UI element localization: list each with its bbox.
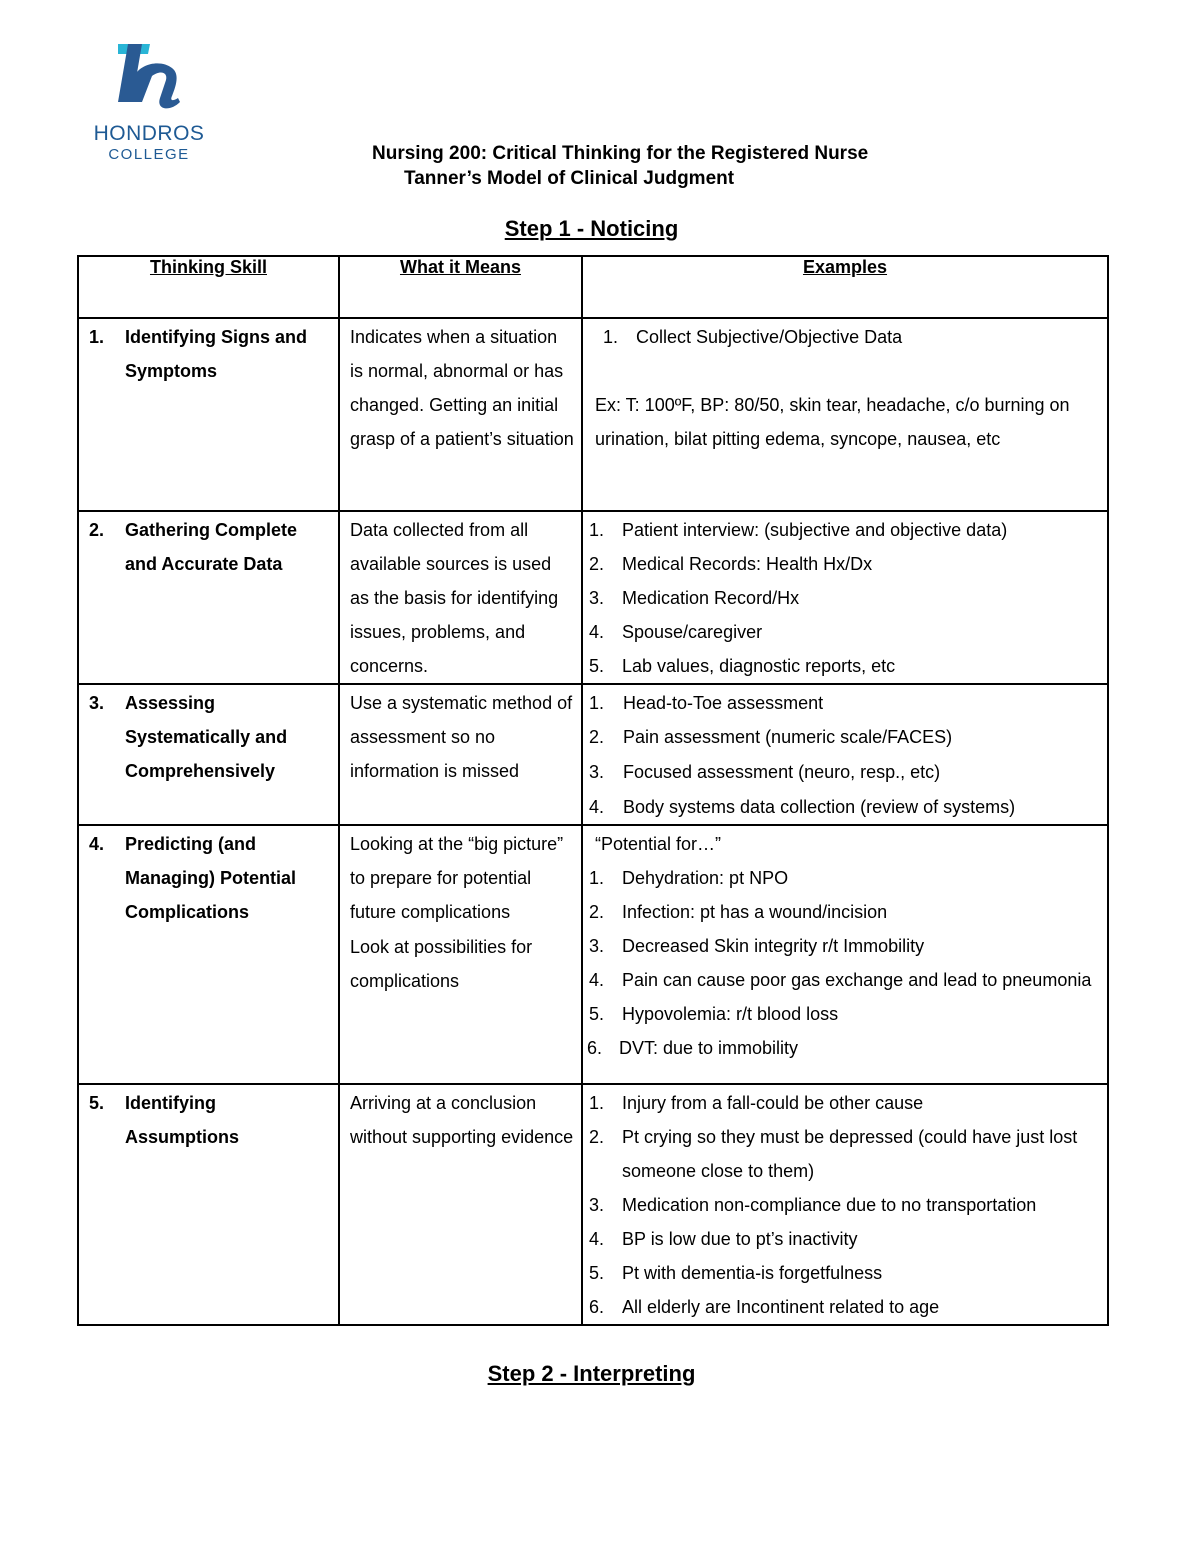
examples-cell [582,825,1108,1084]
list-item: 3. Focused assessment (neuro, resp., etc) [589,762,941,782]
example-note: Ex: T: 100ºF, BP: 80/50, skin tear, headache, c/o burning on urination, bilat pitting edema, syncope, nausea, etc [595,395,1070,449]
list-item: 1. Patient interview: (subjective and objective data) [589,520,1008,540]
col-header-skill: Thinking Skill [78,256,339,318]
logo-line-2: COLLEGE [108,146,190,163]
model-title: Tanner’s Model of Clinical Judgment [404,168,735,189]
list-item: 2. Infection: pt has a wound/incision [589,902,888,922]
list-item: 3. Medication non-compliance due to no transportation [589,1195,1037,1215]
list-item: 5. Hypovolemia: r/t blood loss [589,1004,839,1024]
list-item: 4. Body systems data collection (review of systems) [589,797,1016,817]
row-number: 4. [89,834,105,854]
skill-cell [78,511,339,684]
skill-cell [78,1084,339,1325]
course-title: Nursing 200: Critical Thinking for the Registered Nurse [372,143,869,164]
row-number: 3. [89,693,105,713]
skill-cell [78,318,339,511]
row-number: 5. [89,1093,105,1113]
means-cell [339,1084,582,1325]
table-header-row [78,256,1108,318]
means-text: Indicates when a situation is normal, abnormal or has changed. Getting an initial grasp of a patient’s situation [350,327,574,449]
list-item: 5. Pt with dementia-is forgetfulness [589,1263,883,1283]
example-intro: “Potential for…” [595,834,722,854]
examples-cell [582,684,1108,825]
list-item: 6. DVT: due to immobility [587,1038,799,1058]
means-text: Data collected from all available sources is used as the basis for identifying issues, problems, and concerns. [350,520,559,676]
list-item: 3. Medication Record/Hx [589,588,800,608]
table-row [78,825,1108,1084]
col-header-examples: Examples [582,256,1108,318]
table-row [78,318,1108,511]
table-row [78,684,1108,825]
list-item: 1. Collect Subjective/Objective Data [603,327,903,347]
means-cell [339,511,582,684]
step2-heading: Step 2 - Interpreting [487,1361,696,1386]
examples-cell [582,318,1108,511]
list-item: 4. BP is low due to pt’s inactivity [589,1229,858,1249]
noticing-table [77,255,1109,1326]
table-row [78,1084,1108,1325]
list-item: 1. Dehydration: pt NPO [589,868,789,888]
means-text: Looking at the “big picture” to prepare for potential future complications [350,834,564,922]
step1-heading: Step 1 - Noticing [504,216,679,241]
means-text: Arriving at a conclusion without supporting evidence [350,1093,574,1147]
means-cell [339,825,582,1084]
h-logo-icon [84,40,214,122]
list-item: 1. Injury from a fall-could be other cause [589,1093,924,1113]
means-text: Use a systematic method of assessment so no information is missed [350,693,573,781]
list-item: 3. Decreased Skin integrity r/t Immobility [589,936,925,956]
skill-name: Identifying Signs and Symptoms [125,327,308,381]
examples-cell [582,1084,1108,1325]
skill-name: Gathering Complete and Accurate Data [125,520,298,574]
skill-name: Assessing Systematically and Comprehensively [125,693,288,781]
logo-line-1: HONDROS [93,122,205,145]
list-item: 1. Head-to-Toe assessment [589,693,824,713]
means-cell [339,684,582,825]
college-logo [84,40,214,168]
list-item: 6. All elderly are Incontinent related to age [589,1297,940,1317]
list-item: 5. Lab values, diagnostic reports, etc [589,656,896,676]
examples-cell [582,511,1108,684]
row-number: 2. [89,520,105,540]
list-item: 4. Spouse/caregiver [589,622,763,642]
list-item: 2. Medical Records: Health Hx/Dx [589,554,873,574]
means-text-2: Look at possibilities for complications [350,937,533,991]
list-item: 2. Pain assessment (numeric scale/FACES) [589,727,953,747]
skill-name: Predicting (and Managing) Potential Complications [125,834,296,922]
list-item: 2. Pt crying so they must be depressed (could have just lost someone close to them) [589,1127,1078,1181]
skill-cell [78,684,339,825]
skill-cell [78,825,339,1084]
col-header-means: What it Means [339,256,582,318]
skill-name: Identifying Assumptions [125,1093,240,1147]
list-item: 4. Pain can cause poor gas exchange and lead to pneumonia [589,970,1092,990]
row-number: 1. [89,327,105,347]
table-row [78,511,1108,684]
means-cell [339,318,582,511]
